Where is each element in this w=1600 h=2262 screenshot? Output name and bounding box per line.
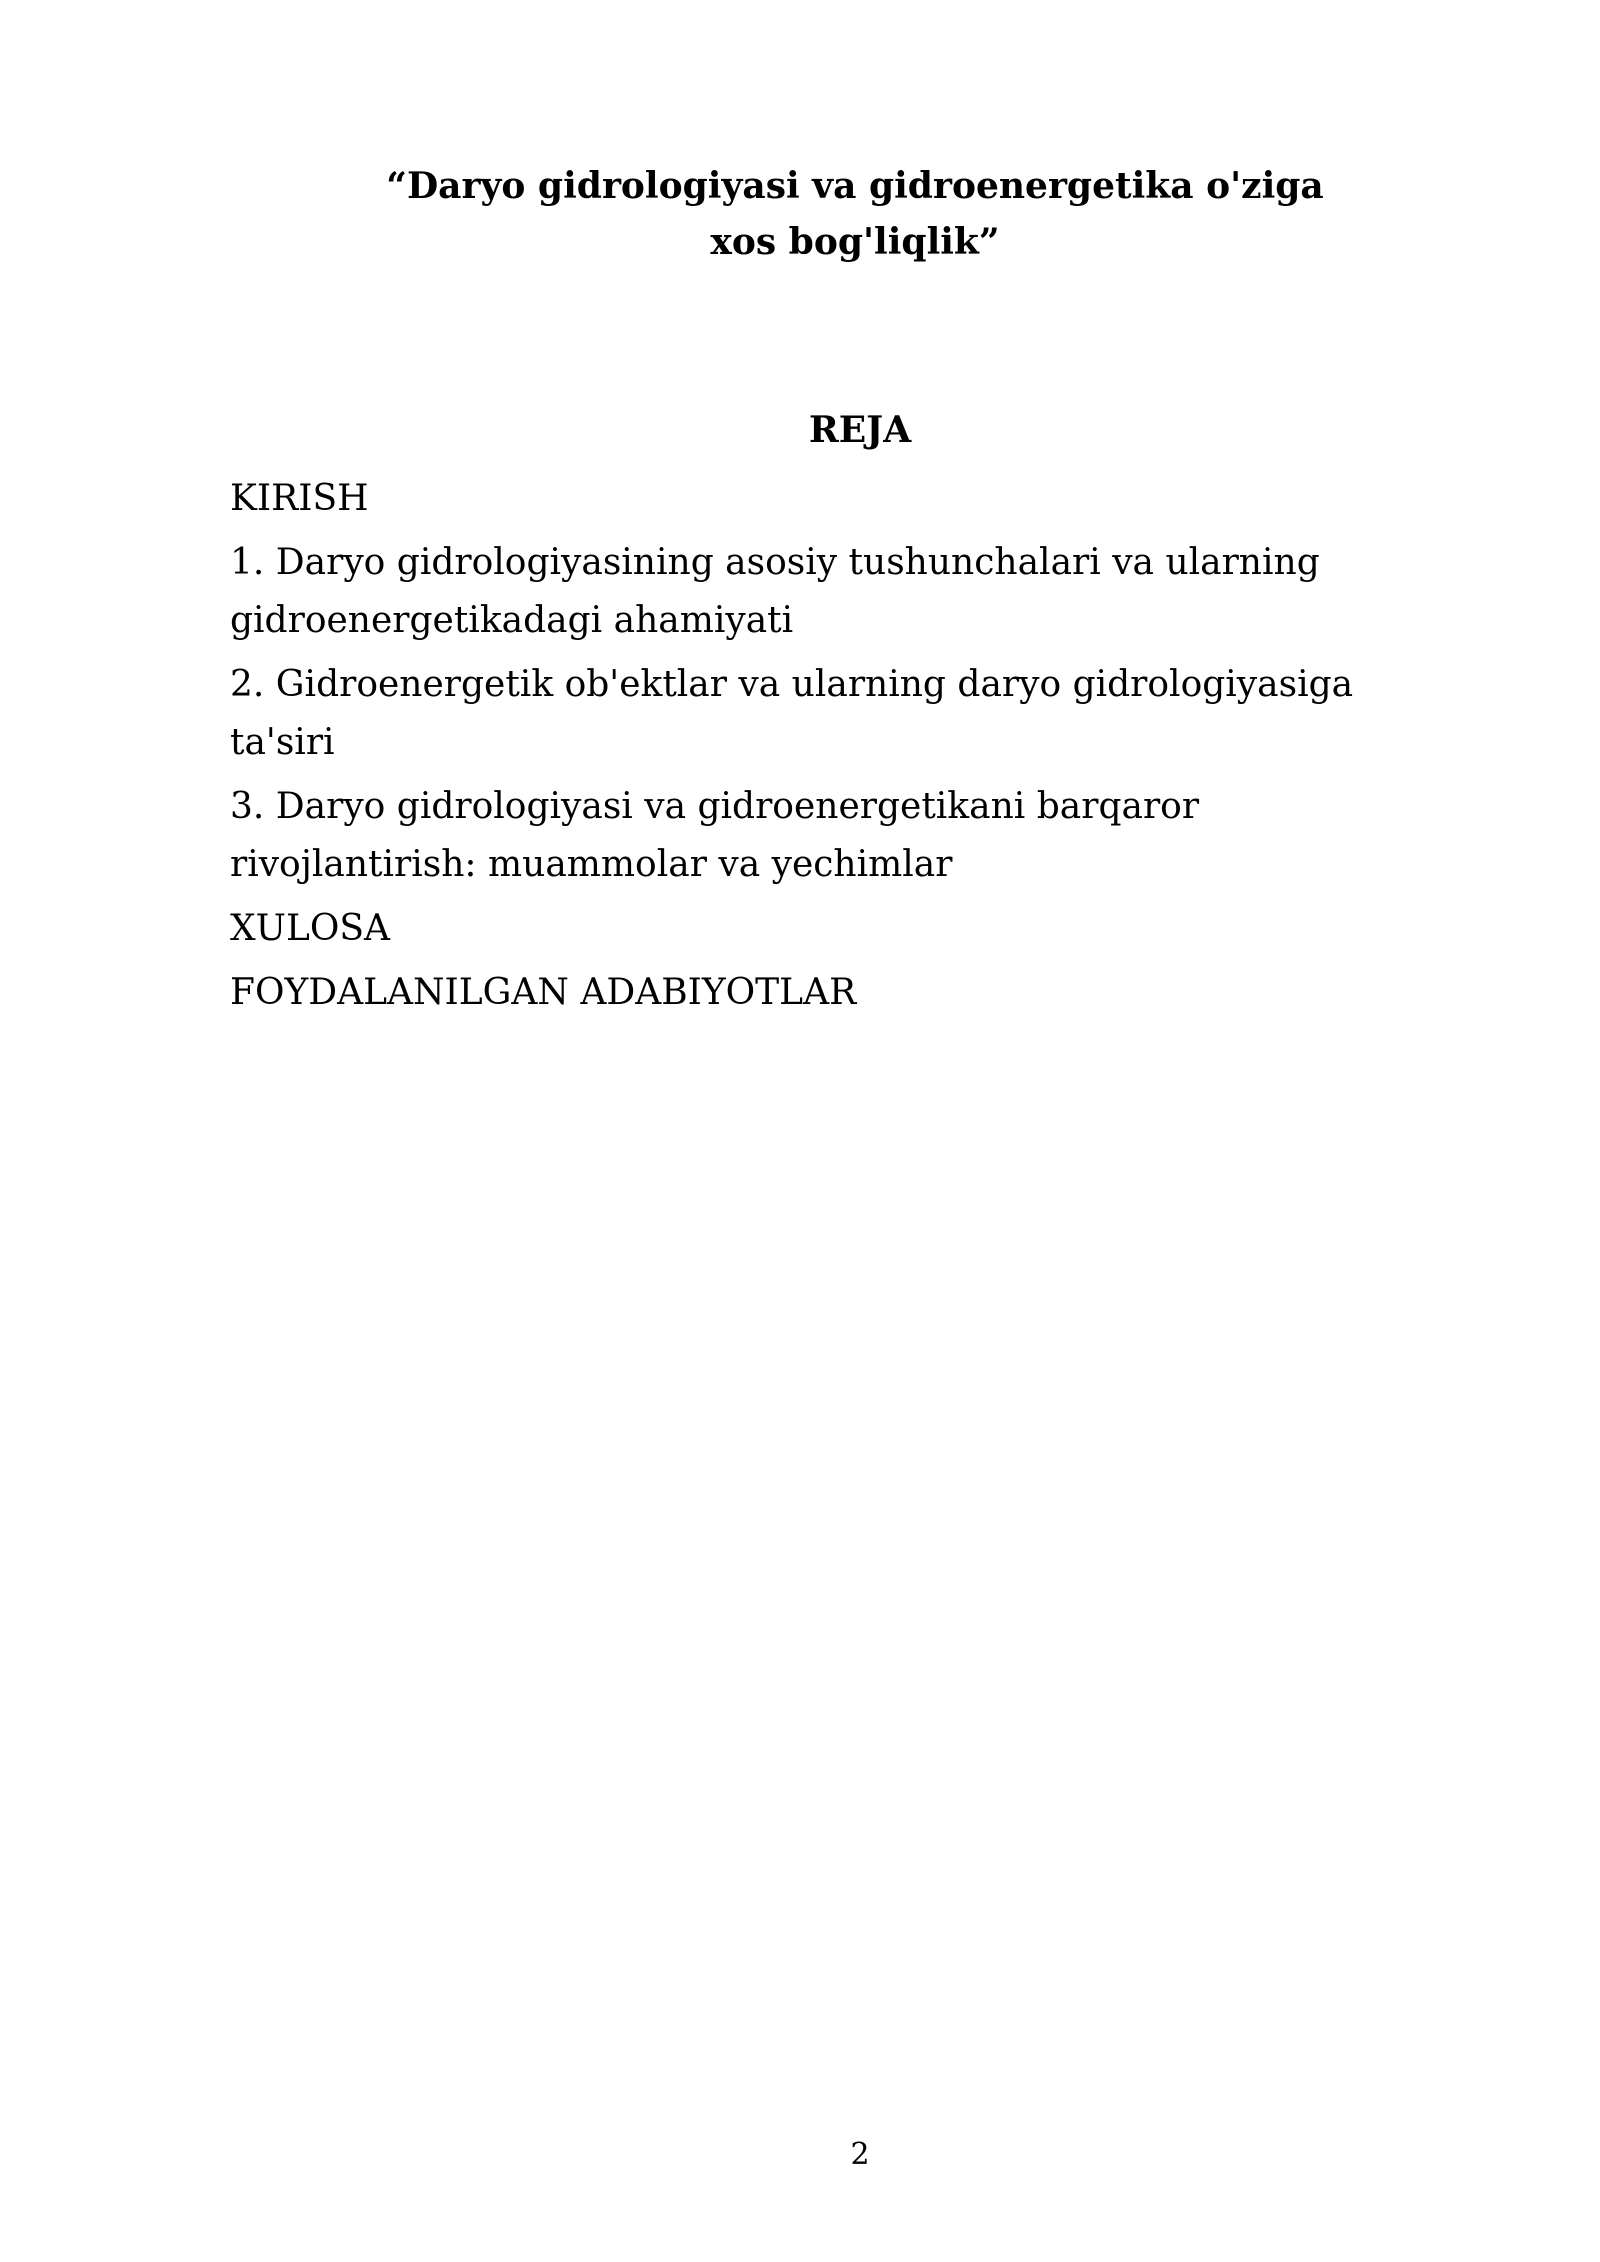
- document-title: [330, 158, 1380, 270]
- toc-item-chapter-2: 2. Gidroenergetik ob'ektlar va ularning daryo gidrologiyasiga ta'siri: [230, 664, 1354, 763]
- toc-item-introduction: KIRISH: [230, 478, 369, 519]
- title-line-1: “Daryo gidrologiyasi va gidroenergetika o'ziga: [386, 165, 1324, 207]
- toc-item-references: FOYDALANILGAN ADABIYOTLAR: [230, 972, 857, 1013]
- plan-heading: REJA: [808, 409, 912, 451]
- table-of-contents: [230, 470, 1430, 1028]
- toc-item-chapter-1: 1. Daryo gidrologiyasining asosiy tushunchalari va ularning gidroenergetikadagi ahamiyati: [230, 542, 1320, 641]
- toc-item-chapter-3: 3. Daryo gidrologiyasi va gidroenergetikani barqaror rivojlantirish: muammolar va yechimlar: [230, 786, 1200, 885]
- toc-item-conclusion: XULOSA: [230, 908, 391, 949]
- page-number: 2: [850, 2137, 870, 2172]
- title-line-2: xos bog'liqlik”: [710, 221, 1000, 263]
